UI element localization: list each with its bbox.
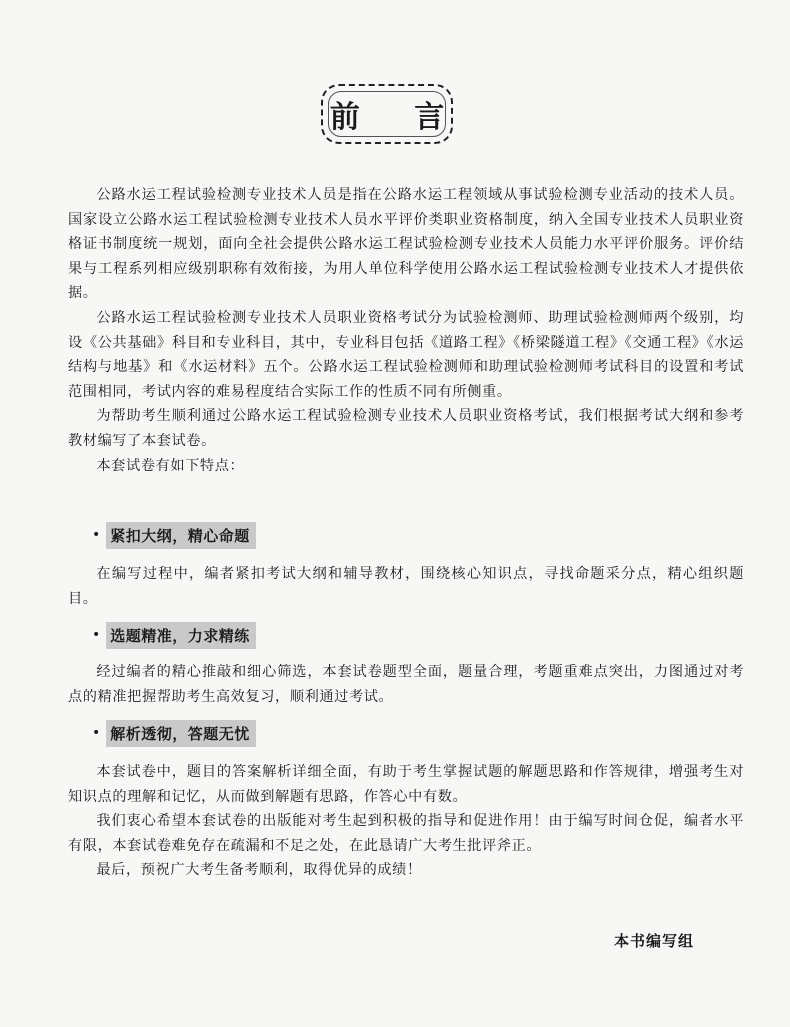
feature-body-3: [68, 760, 744, 883]
intro-section: [68, 183, 744, 478]
feature-heading-label: 解析透彻，答题无忧: [106, 720, 256, 747]
intro-paragraph-4: 本套试卷有如下特点：: [96, 457, 245, 474]
feature-body-1: [68, 562, 744, 611]
intro-paragraph-3: 为帮助考生顺利通过公路水运工程试验检测专业技术人员职业资格考试，我们根据考试大纲和参考教材编写了本套试卷。: [68, 408, 744, 449]
title-frame: [321, 84, 467, 144]
feature-paragraph: 本套试卷中，题目的答案解析详细全面，有助于考生掌握试题的解题思路和作答规律，增强考生对知识点的理解和记忆，从而做到解题有思路，作答心中有数。: [68, 764, 744, 805]
intro-paragraph-1: 公路水运工程试验检测专业技术人员是指在公路水运工程领域从事试验检测专业活动的技术人员。国家设立公路水运工程试验检测专业技术人员水平评价类职业资格制度，纳入全国专业技术人员职业资格证书制度统一规划，面向全社会提供公路水运工程试验检测专业技术人员能力水平评价服务。评价结果与工程系列相应级别职称有效衔接，为用人单位科学使用公路水运工程试验检测专业技术人才提供依据。: [68, 187, 744, 302]
feature-heading-label: 选题精准，力求精练: [106, 622, 256, 649]
feature-heading-label: 紧扣大纲，精心命题: [106, 522, 256, 549]
feature-paragraph: 经过编者的精心推敲和细心筛选，本套试卷题型全面，题量合理，考题重难点突出，力图通过对考点的精准把握帮助考生高效复习，顺利通过考试。: [68, 664, 744, 705]
closing-paragraph-2: 最后，预祝广大考生备考顺利，取得优异的成绩！: [96, 862, 422, 879]
feature-paragraph: 在编写过程中，编者紧扣考试大纲和辅导教材，围绕核心知识点，寻找命题采分点，精心组织题目。: [68, 566, 744, 607]
feature-heading-2: [92, 621, 256, 649]
closing-paragraph-1: 我们衷心希望本套试卷的出版能对考生起到积极的指导和促进作用！由于编写时间仓促，编者水平有限，本套试卷难免存在疏漏和不足之处，在此恳请广大考生批评斧正。: [68, 813, 744, 854]
signature: 本书编写组: [613, 932, 694, 950]
intro-paragraph-2: 公路水运工程试验检测专业技术人员职业资格考试分为试验检测师、助理试验检测师两个级别，均设《公共基础》科目和专业科目，其中，专业科目包括《道路工程》《桥梁隧道工程》《交通工程》《水运结构与地基》和《水运材料》五个。公路水运工程试验检测师和助理试验检测师考试科目的设置和考试范围相同，考试内容的难易程度结合实际工作的性质不同有所侧重。: [68, 309, 744, 400]
feature-body-2: [68, 660, 744, 709]
bullet-icon: •: [92, 725, 101, 741]
bullet-icon: •: [92, 627, 101, 643]
page-title: 前 言: [329, 100, 467, 135]
feature-heading-3: [92, 719, 256, 747]
bullet-icon: •: [92, 527, 101, 543]
feature-heading-1: [92, 521, 256, 549]
